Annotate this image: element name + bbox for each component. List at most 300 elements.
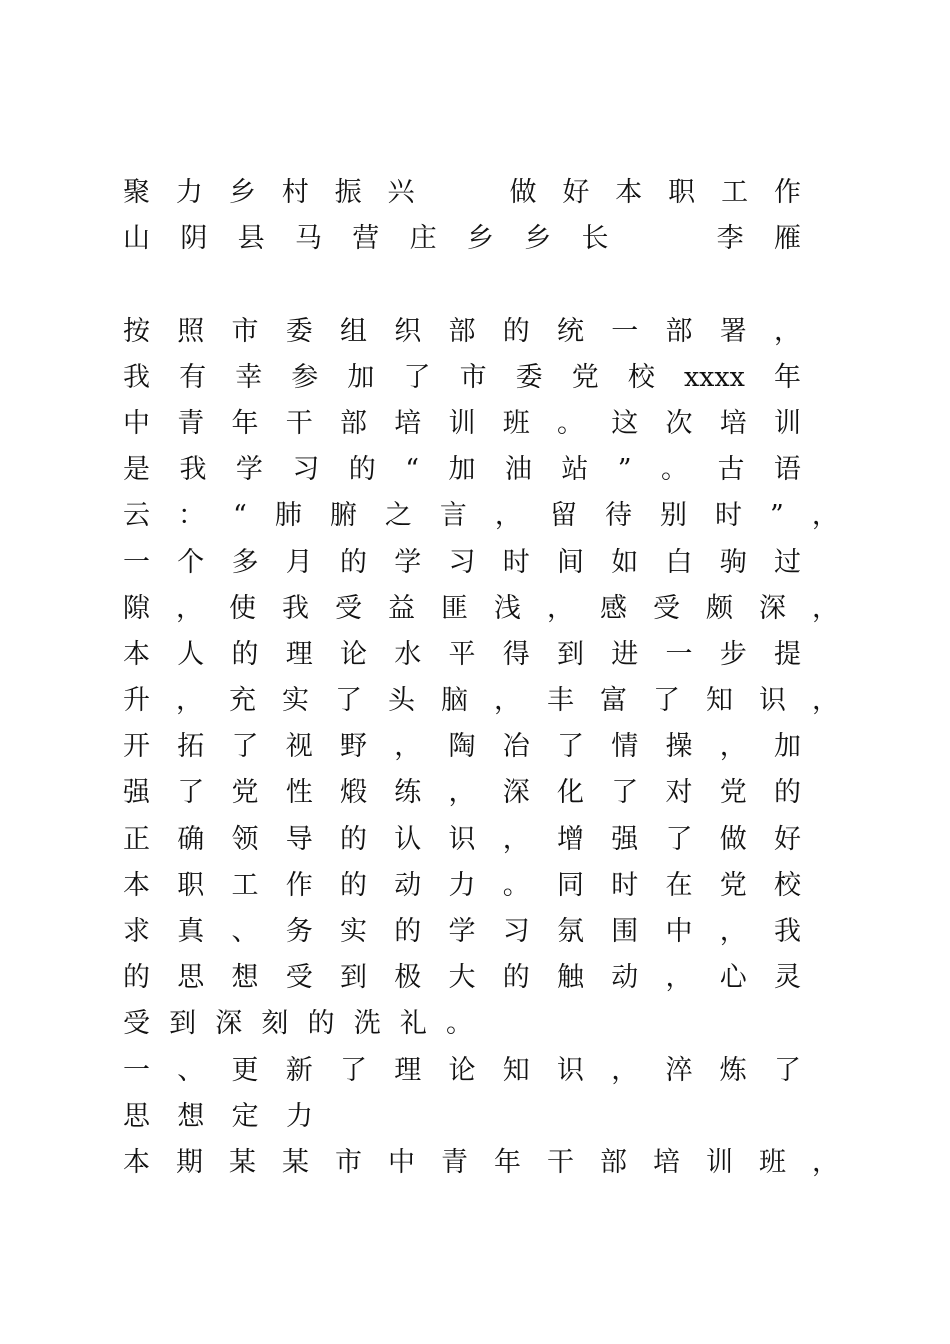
paragraph-line-text: [123, 1140, 839, 1186]
glyph: 识: [759, 685, 786, 717]
blank-line: [123, 262, 843, 308]
glyph: 多: [231, 546, 259, 578]
glyph: 加: [347, 361, 375, 393]
glyph: 职: [668, 177, 696, 208]
glyph: xxxx: [683, 361, 745, 393]
glyph: 力: [448, 869, 476, 901]
glyph: 的: [394, 916, 422, 947]
glyph: 乡: [228, 177, 256, 208]
section-heading-text: [123, 1048, 801, 1094]
glyph: 营: [352, 223, 380, 255]
glyph: 幸: [235, 361, 263, 393]
glyph: 深: [215, 1008, 243, 1040]
glyph: 一: [665, 638, 693, 670]
glyph: ，: [812, 1146, 839, 1178]
glyph: 在: [665, 869, 693, 901]
glyph: ，: [611, 1054, 639, 1086]
glyph: [475, 170, 484, 216]
glyph: 某: [229, 1146, 256, 1178]
paragraph-line: [123, 724, 843, 770]
glyph: 如: [611, 546, 639, 578]
glyph: 了: [177, 777, 205, 809]
paragraph-line: [123, 586, 843, 632]
glyph: 的: [502, 315, 530, 347]
glyph: 山: [123, 223, 150, 255]
glyph: 一: [123, 546, 150, 578]
glyph: 正: [123, 823, 150, 855]
glyph: 论: [340, 638, 367, 670]
paragraph-line: [123, 1140, 843, 1186]
glyph: [678, 216, 687, 262]
glyph: 村: [281, 177, 309, 208]
glyph: 班: [502, 407, 530, 439]
glyph: 识: [557, 1054, 584, 1086]
glyph: 开: [123, 731, 150, 763]
glyph: 次: [665, 407, 693, 439]
glyph: 期: [176, 1146, 203, 1178]
glyph: 强: [123, 777, 150, 809]
section-heading-text: [123, 1094, 313, 1140]
glyph: 受: [653, 592, 680, 624]
glyph: 识: [448, 823, 476, 855]
glyph: 干: [285, 407, 313, 439]
glyph: 习: [502, 916, 530, 947]
glyph: 。: [557, 407, 584, 439]
glyph: 了: [557, 731, 584, 763]
paragraph-line: [123, 401, 843, 447]
glyph: ，: [719, 731, 747, 763]
glyph: 党: [231, 777, 259, 809]
glyph: 定: [231, 1100, 259, 1132]
section-heading-line: [123, 1094, 843, 1140]
glyph: 的: [774, 777, 801, 809]
glyph: 。: [661, 454, 688, 486]
glyph: 之: [384, 500, 412, 532]
glyph: 到: [169, 1008, 197, 1040]
glyph: ，: [502, 823, 530, 855]
glyph: 马: [294, 223, 322, 255]
glyph: ，: [176, 592, 203, 624]
glyph: 培: [719, 407, 747, 439]
glyph: 心: [719, 962, 747, 994]
glyph: 的: [348, 454, 376, 486]
glyph: 了: [340, 1054, 367, 1086]
paragraph-line-text: [123, 355, 801, 401]
paragraph-line-text: [123, 863, 801, 909]
paragraph-line: [123, 1001, 843, 1047]
glyph: 人: [177, 638, 205, 670]
glyph: ，: [494, 685, 521, 717]
document-author-text: [123, 216, 801, 262]
glyph: 加: [774, 731, 801, 763]
glyph: 野: [340, 731, 367, 763]
glyph: 到: [340, 962, 367, 994]
glyph: 委: [285, 315, 313, 347]
glyph: 真: [177, 916, 205, 947]
glyph: 充: [229, 685, 256, 717]
paragraph-line-text: [123, 401, 801, 447]
glyph: “: [405, 454, 419, 486]
glyph: 新: [285, 1054, 313, 1086]
paragraph-line-text: [123, 1001, 473, 1047]
glyph: 的: [123, 962, 150, 994]
glyph: 围: [611, 916, 639, 947]
glyph: 是: [123, 454, 150, 486]
glyph: 练: [394, 777, 422, 809]
glyph: 本: [615, 177, 643, 208]
glyph: 的: [340, 869, 367, 901]
paragraph-line: [123, 770, 843, 816]
glyph: 校: [774, 869, 801, 901]
glyph: 礼: [399, 1008, 427, 1040]
glyph: 乡: [524, 223, 552, 255]
glyph: ，: [719, 916, 747, 947]
glyph: 操: [665, 731, 693, 763]
glyph: ，: [176, 685, 203, 717]
glyph: 腑: [329, 500, 357, 532]
paragraph-line-text: [123, 632, 801, 678]
glyph: 的: [340, 546, 367, 578]
glyph: 力: [285, 1100, 313, 1132]
glyph: 强: [611, 823, 639, 855]
paragraph-line-text: [123, 447, 801, 493]
glyph: 水: [394, 638, 422, 670]
glyph: 隙: [123, 592, 150, 624]
glyph: 了: [774, 1054, 801, 1086]
glyph: 雁: [773, 223, 801, 255]
glyph: 洗: [353, 1008, 381, 1040]
glyph: 待: [604, 500, 632, 532]
glyph: 云: [123, 500, 150, 532]
glyph: 冶: [502, 731, 530, 763]
glyph: ，: [812, 592, 839, 624]
paragraph-line: [123, 447, 843, 493]
glyph: 乡: [466, 223, 494, 255]
glyph: 照: [177, 315, 205, 347]
paragraph-line: [123, 909, 843, 955]
glyph: 的: [307, 1008, 335, 1040]
paragraph-line: [123, 955, 843, 1001]
glyph: 理: [394, 1054, 422, 1086]
glyph: 县: [237, 223, 265, 255]
glyph: 使: [229, 592, 256, 624]
glyph: 中: [123, 407, 150, 439]
paragraph-line-text: [123, 770, 801, 816]
glyph: 增: [557, 823, 584, 855]
glyph: ，: [448, 777, 476, 809]
glyph: 本: [123, 638, 150, 670]
glyph: 训: [706, 1146, 733, 1178]
glyph: 部: [665, 315, 693, 347]
glyph: 过: [774, 546, 801, 578]
paragraph-line: [123, 355, 843, 401]
glyph: ，: [665, 962, 693, 994]
glyph: 统: [557, 315, 584, 347]
glyph: 进: [611, 638, 639, 670]
glyph: 间: [557, 546, 584, 578]
glyph: 个: [177, 546, 205, 578]
glyph: 更: [231, 1054, 259, 1086]
paragraph-line: [123, 540, 843, 586]
glyph: ，: [494, 500, 522, 532]
glyph: 市: [459, 361, 487, 393]
glyph: 作: [285, 869, 313, 901]
glyph: [639, 216, 648, 262]
glyph: 刻: [261, 1008, 289, 1040]
glyph: 。: [445, 1008, 473, 1040]
glyph: 深: [502, 777, 530, 809]
glyph: 脑: [441, 685, 468, 717]
glyph: “: [233, 500, 247, 532]
glyph: 步: [719, 638, 747, 670]
glyph: 本: [123, 1146, 150, 1178]
glyph: 极: [394, 962, 422, 994]
glyph: 党: [719, 869, 747, 901]
glyph: 知: [706, 685, 733, 717]
glyph: 学: [394, 546, 422, 578]
paragraph-line-text: [123, 493, 839, 539]
glyph: 做: [719, 823, 747, 855]
glyph: ，: [394, 731, 422, 763]
glyph: 驹: [719, 546, 747, 578]
glyph: 中: [665, 916, 693, 947]
glyph: 浅: [494, 592, 521, 624]
glyph: 煅: [340, 777, 367, 809]
glyph: 青: [441, 1146, 468, 1178]
glyph: 这: [611, 407, 639, 439]
glyph: 感: [600, 592, 627, 624]
glyph: 知: [502, 1054, 530, 1086]
glyph: 大: [448, 962, 476, 994]
paragraph-line-text: [123, 540, 801, 586]
glyph: 中: [388, 1146, 415, 1178]
section-heading-line: [123, 1048, 843, 1094]
glyph: 长: [581, 223, 609, 255]
glyph: 颇: [706, 592, 733, 624]
glyph: 的: [340, 823, 367, 855]
glyph: 深: [759, 592, 786, 624]
glyph: 了: [403, 361, 431, 393]
document-title: [123, 170, 843, 216]
glyph: 好: [774, 823, 801, 855]
glyph: 我: [774, 916, 801, 947]
paragraph-line: [123, 632, 843, 678]
glyph: 淬: [665, 1054, 693, 1086]
glyph: 视: [285, 731, 313, 763]
glyph: 做: [509, 177, 537, 208]
glyph: 某: [282, 1146, 309, 1178]
glyph: 兴: [387, 177, 415, 208]
glyph: 受: [335, 592, 362, 624]
glyph: 习: [448, 546, 476, 578]
glyph: ”: [617, 454, 632, 486]
glyph: 务: [285, 916, 313, 947]
glyph: 同: [557, 869, 584, 901]
glyph: 年: [773, 361, 801, 393]
glyph: 力: [175, 177, 203, 208]
glyph: 思: [177, 962, 205, 994]
paragraph-line: [123, 817, 843, 863]
glyph: ，: [811, 500, 839, 532]
glyph: 市: [335, 1146, 362, 1178]
glyph: 站: [561, 454, 589, 486]
glyph: 李: [716, 223, 744, 255]
glyph: 富: [600, 685, 627, 717]
glyph: 组: [340, 315, 367, 347]
glyph: 干: [547, 1146, 574, 1178]
glyph: 参: [291, 361, 319, 393]
glyph: 升: [123, 685, 150, 717]
glyph: 留: [549, 500, 577, 532]
glyph: 炼: [719, 1054, 747, 1086]
glyph: 作: [773, 177, 801, 208]
glyph: 本: [123, 869, 150, 901]
glyph: 一: [611, 315, 639, 347]
paragraph-line-text: [123, 678, 839, 724]
glyph: 我: [282, 592, 309, 624]
glyph: 言: [439, 500, 467, 532]
glyph: 动: [394, 869, 422, 901]
glyph: 别: [659, 500, 687, 532]
glyph: 党: [719, 777, 747, 809]
glyph: 认: [394, 823, 422, 855]
glyph: 我: [179, 454, 207, 486]
glyph: 工: [721, 177, 749, 208]
glyph: 振: [334, 177, 362, 208]
glyph: 了: [653, 685, 680, 717]
glyph: 到: [557, 638, 584, 670]
glyph: 化: [557, 777, 584, 809]
glyph: 实: [340, 916, 367, 947]
glyph: 思: [123, 1100, 150, 1132]
glyph: 习: [292, 454, 320, 486]
glyph: 。: [502, 869, 530, 901]
glyph: 、: [177, 1054, 205, 1086]
glyph: 益: [388, 592, 415, 624]
document-author: [123, 216, 843, 262]
glyph: 学: [448, 916, 476, 947]
glyph: 培: [653, 1146, 680, 1178]
glyph: 了: [231, 731, 259, 763]
glyph: 丰: [547, 685, 574, 717]
glyph: 灵: [774, 962, 801, 994]
paragraph-line-text: [123, 955, 801, 1001]
glyph: 时: [714, 500, 742, 532]
glyph: 时: [502, 546, 530, 578]
glyph: 实: [282, 685, 309, 717]
glyph: 拓: [177, 731, 205, 763]
glyph: 训: [774, 407, 801, 439]
paragraph-line-text: [123, 909, 801, 955]
glyph: 语: [773, 454, 801, 486]
glyph: 培: [394, 407, 422, 439]
glyph: 动: [611, 962, 639, 994]
glyph: 时: [611, 869, 639, 901]
glyph: 了: [335, 685, 362, 717]
glyph: 对: [665, 777, 693, 809]
glyph: 委: [515, 361, 543, 393]
glyph: 的: [231, 638, 259, 670]
glyph: 古: [717, 454, 745, 486]
glyph: 理: [285, 638, 313, 670]
glyph: 论: [448, 1054, 476, 1086]
glyph: 白: [665, 546, 693, 578]
glyph: 部: [448, 315, 476, 347]
glyph: ：: [178, 500, 206, 532]
glyph: 氛: [557, 916, 584, 947]
paragraph-line: [123, 493, 843, 539]
glyph: 受: [285, 962, 313, 994]
glyph: 的: [502, 962, 530, 994]
paragraph-line-text: [123, 817, 801, 863]
glyph: 有: [179, 361, 207, 393]
paragraph-line: [123, 309, 843, 355]
glyph: 好: [562, 177, 590, 208]
glyph: 触: [557, 962, 584, 994]
glyph: 职: [177, 869, 205, 901]
glyph: 确: [177, 823, 205, 855]
glyph: 署: [719, 315, 747, 347]
document-body: [123, 170, 843, 1186]
glyph: 月: [285, 546, 313, 578]
glyph: 工: [231, 869, 259, 901]
glyph: 得: [502, 638, 530, 670]
glyph: 训: [448, 407, 476, 439]
glyph: 加: [448, 454, 476, 486]
glyph: ，: [547, 592, 574, 624]
glyph: 匪: [441, 592, 468, 624]
glyph: 平: [448, 638, 476, 670]
paragraph-line-text: [123, 586, 839, 632]
glyph: 年: [494, 1146, 521, 1178]
paragraph-line: [123, 678, 843, 724]
glyph: 我: [123, 361, 150, 393]
glyph: 头: [388, 685, 415, 717]
glyph: ”: [770, 500, 784, 532]
glyph: 党: [571, 361, 599, 393]
glyph: 阴: [180, 223, 208, 255]
glyph: 市: [231, 315, 259, 347]
paragraph-line-text: [123, 309, 801, 355]
glyph: 油: [504, 454, 532, 486]
glyph: 了: [665, 823, 693, 855]
glyph: [440, 170, 449, 216]
glyph: 聚: [123, 177, 150, 208]
glyph: 导: [285, 823, 313, 855]
glyph: 、: [231, 916, 259, 947]
glyph: 受: [123, 1008, 150, 1040]
glyph: 班: [759, 1146, 786, 1178]
glyph: 情: [611, 731, 639, 763]
glyph: 提: [774, 638, 801, 670]
glyph: 求: [123, 916, 150, 947]
glyph: 想: [177, 1100, 205, 1132]
glyph: ，: [812, 685, 839, 717]
glyph: 校: [627, 361, 655, 393]
glyph: ，: [774, 315, 801, 347]
paragraph-line: [123, 863, 843, 909]
glyph: 一: [123, 1054, 150, 1086]
glyph: 了: [611, 777, 639, 809]
glyph: 性: [285, 777, 313, 809]
glyph: 陶: [448, 731, 476, 763]
glyph: 肺: [274, 500, 302, 532]
glyph: 学: [235, 454, 263, 486]
glyph: 部: [600, 1146, 627, 1178]
glyph: 年: [231, 407, 259, 439]
glyph: 青: [177, 407, 205, 439]
glyph: 按: [123, 315, 150, 347]
